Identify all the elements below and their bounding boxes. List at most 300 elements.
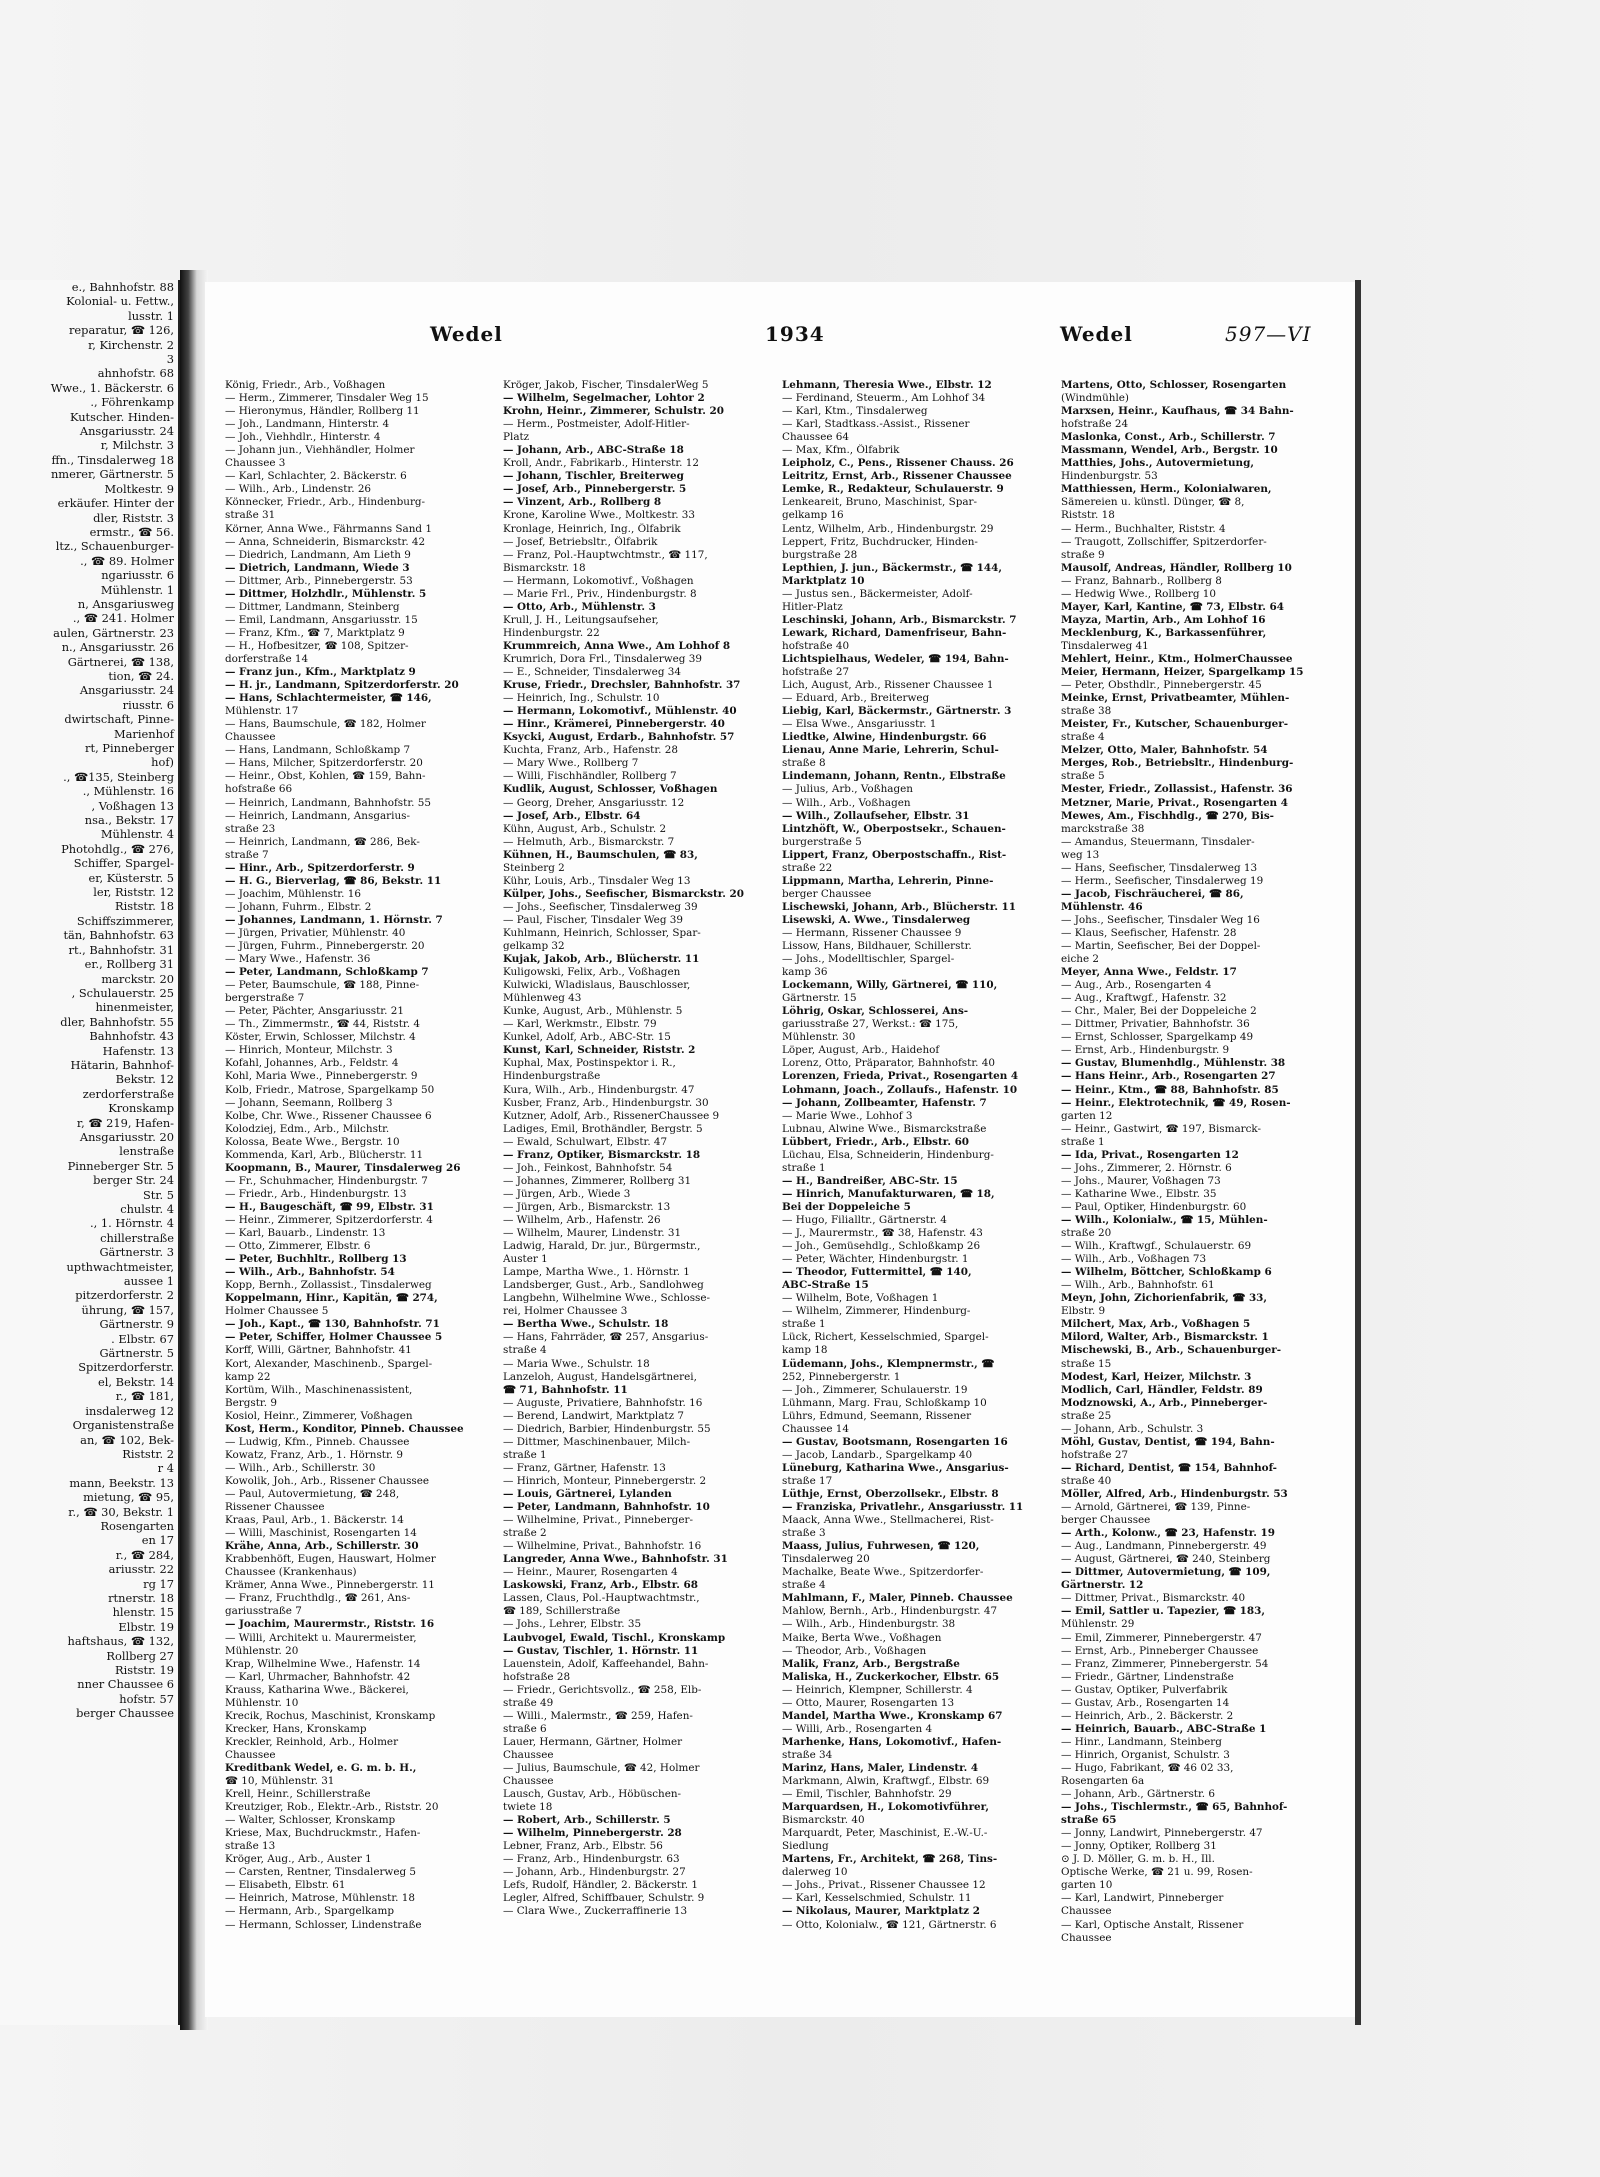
directory-entry: — Peter, Schiffer, Holmer Chaussee 5 <box>225 1331 443 1344</box>
directory-entry: — Johannes, Zimmerer, Rollberg 31 <box>503 1174 692 1187</box>
directory-entry: — Josef, Arb., Elbstr. 64 <box>503 809 641 822</box>
directory-entry: — Diedrich, Barbier, Hindenburgstr. 55 <box>503 1422 711 1435</box>
directory-page <box>205 282 1355 2017</box>
left-page-line: r 4 <box>157 1461 174 1476</box>
left-page-line: ., ☎ 89. Holmer <box>80 553 174 568</box>
directory-entry: hofstraße 66 <box>225 783 293 796</box>
left-page-line: Bekstr. 12 <box>115 1072 174 1087</box>
directory-entry: straße 4 <box>1061 731 1105 744</box>
left-page-line: pitzerdorferstr. 2 <box>75 1288 174 1303</box>
directory-entry: Chaussee <box>503 1748 554 1761</box>
directory-entry: Elbstr. 9 <box>1061 1305 1106 1318</box>
directory-entry: hofstraße 27 <box>782 666 850 679</box>
left-page-line: r., ☎ 181, <box>115 1389 174 1404</box>
directory-entry: — Wilhelm, Bote, Voßhagen 1 <box>782 1292 939 1305</box>
directory-entry: ☎ 189, Schillerstraße <box>503 1605 621 1618</box>
directory-entry: Krämer, Anna Wwe., Pinnebergerstr. 11 <box>225 1579 435 1592</box>
left-page-line: Ansgariusstr. 24 <box>79 683 174 698</box>
directory-entry: Lenkeareit, Bruno, Maschinist, Spar- <box>782 496 978 509</box>
left-page-line: Kolonial- u. Fettw., <box>66 294 174 309</box>
directory-entry: Lewark, Richard, Damenfriseur, Bahn- <box>782 626 1007 639</box>
directory-entry: Mahlmann, F., Maler, Pinneb. Chaussee <box>782 1592 1013 1605</box>
directory-entry: — Wilhelm, Zimmerer, Hindenburg- <box>782 1305 971 1318</box>
directory-entry: — Wilh., Arb., Bahnhofstr. 54 <box>225 1266 395 1279</box>
directory-entry: — Karl, Kesselschmied, Schulstr. 11 <box>782 1892 972 1905</box>
directory-entry: — Hinr., Arb., Spitzerdorferstr. 9 <box>225 861 415 874</box>
left-page-line: tion, ☎ 24. <box>108 668 174 683</box>
directory-entry: Chaussee <box>503 1775 554 1788</box>
directory-entry: Mühlenstr. 17 <box>225 705 299 718</box>
directory-entry: Kreutziger, Rob., Elektr.-Arb., Riststr. 20 <box>225 1801 439 1814</box>
directory-entry: — Johann, Arb., Hindenburgstr. 27 <box>503 1866 686 1879</box>
directory-entry: Kura, Wilh., Arb., Hindenburgstr. 47 <box>503 1083 695 1096</box>
directory-entry: Marhenke, Hans, Lokomotivf., Hafen- <box>782 1735 1002 1748</box>
directory-entry: Martens, Fr., Architekt, ☎ 268, Tins- <box>782 1853 998 1866</box>
directory-entry: — Herm., Postmeister, Adolf-Hitler- <box>503 418 690 431</box>
directory-entry: Meyer, Anna Wwe., Feldstr. 17 <box>1061 966 1237 979</box>
directory-entry: — Joh., Kapt., ☎ 130, Bahnhofstr. 71 <box>225 1318 440 1331</box>
left-page-line: ., ☎ 241. Holmer <box>72 611 174 626</box>
directory-entry: Metzner, Marie, Privat., Rosengarten 4 <box>1061 796 1288 809</box>
directory-entry: Kudlik, August, Schlosser, Voßhagen <box>503 783 718 796</box>
directory-entry: Chaussee 64 <box>782 431 850 444</box>
directory-entry: Bei der Doppeleiche 5 <box>782 1200 911 1213</box>
directory-entry: — Elsa Wwe., Ansgariusstr. 1 <box>782 718 937 731</box>
directory-column-4 <box>1061 379 1333 1999</box>
directory-entry: Laskowski, Franz, Arb., Elbstr. 68 <box>503 1579 698 1592</box>
directory-entry: — Johannes, Landmann, 1. Hörnstr. 7 <box>225 913 443 926</box>
directory-entry: König, Friedr., Arb., Voßhagen <box>225 379 386 391</box>
left-page-line: hof) <box>151 755 174 770</box>
directory-entry: — Otto, Arb., Mühlenstr. 3 <box>503 600 656 613</box>
directory-entry: Möhl, Gustav, Dentist, ☎ 194, Bahn- <box>1061 1435 1275 1448</box>
directory-entry: Lübbert, Friedr., Arb., Elbstr. 60 <box>782 1135 970 1148</box>
directory-entry: Krone, Karoline Wwe., Moltkestr. 33 <box>503 509 696 522</box>
directory-entry: — Th., Zimmermstr., ☎ 44, Riststr. 4 <box>225 1018 420 1031</box>
directory-entry: Kröger, Aug., Arb., Auster 1 <box>225 1853 372 1866</box>
directory-entry: Maike, Berta Wwe., Voßhagen <box>782 1631 942 1644</box>
directory-entry: — Hinrich, Manufakturwaren, ☎ 18, <box>782 1187 995 1200</box>
directory-entry: — Peter, Obsthdlr., Pinnebergerstr. 45 <box>1061 679 1262 692</box>
directory-entry: — Jürgen, Arb., Bismarckstr. 13 <box>503 1200 671 1213</box>
directory-entry: straße 49 <box>503 1696 554 1709</box>
left-page-line: nsa., Bekstr. 17 <box>84 813 174 828</box>
directory-entry: — Johs., Lehrer, Elbstr. 35 <box>503 1618 642 1631</box>
directory-entry: Lepthien, J. jun., Bäckermstr., ☎ 144, <box>782 561 1002 574</box>
directory-entry: — Ernst, Arb., Pinneberger Chaussee <box>1061 1644 1259 1657</box>
directory-entry: — H. G., Bierverlag, ☎ 86, Bekstr. 11 <box>225 874 442 887</box>
directory-entry: Lausch, Gustav, Arb., Höbüschen- <box>503 1788 682 1801</box>
left-page-line: Gärtnerstr. 3 <box>99 1245 174 1260</box>
directory-entry: — Hermann, Lokomotivf., Voßhagen <box>503 574 694 587</box>
left-page-line: marckstr. 20 <box>101 971 174 986</box>
directory-entry: — Johs., Privat., Rissener Chaussee 12 <box>782 1879 986 1892</box>
directory-entry: Marinz, Hans, Maler, Lindenstr. 4 <box>782 1761 979 1774</box>
directory-entry: — Johann, Arb., Schulstr. 3 <box>1061 1422 1204 1435</box>
directory-entry: Kowolik, Joh., Arb., Rissener Chaussee <box>225 1474 430 1487</box>
directory-entry: — Gustav, Arb., Rosengarten 14 <box>1061 1696 1230 1709</box>
directory-entry: — Mary Wwe., Rollberg 7 <box>503 757 639 770</box>
directory-entry: — Joh., Feinkost, Bahnhofstr. 54 <box>503 1161 673 1174</box>
directory-entry: Chaussee <box>225 731 276 744</box>
directory-entry: — Johs., Seefischer, Tinsdaler Weg 16 <box>1061 913 1260 926</box>
directory-entry: Gärtnerstr. 12 <box>1061 1579 1144 1592</box>
left-page-line: dwirtschaft, Pinne- <box>64 712 174 727</box>
directory-entry: Chaussee (Krankenhaus) <box>225 1566 357 1579</box>
directory-entry: Könnecker, Friedr., Arb., Hindenburg- <box>225 496 426 509</box>
directory-entry: Mester, Friedr., Zollassist., Hafenstr. 36 <box>1061 783 1293 796</box>
directory-entry: — Karl, Bauarb., Lindenstr. 13 <box>225 1227 386 1240</box>
directory-entry: — Aug., Landmann, Pinnebergerstr. 49 <box>1061 1540 1267 1553</box>
directory-entry: — Heinrich, Ing., Schulstr. 10 <box>503 692 660 705</box>
left-page-line: Elbstr. 19 <box>118 1619 174 1634</box>
left-page-fragment <box>0 280 180 2025</box>
directory-entry: — Wilh., Arb., Schillerstr. 30 <box>225 1461 376 1474</box>
directory-entry: hofstraße 40 <box>782 639 850 652</box>
directory-entry: berger Chaussee <box>782 887 872 900</box>
directory-entry: Lich, August, Arb., Rissener Chaussee 1 <box>782 679 994 692</box>
left-page-line: Kutscher. Hinden- <box>69 409 174 424</box>
left-page-line: riusstr. 6 <box>122 697 174 712</box>
directory-entry: Platz <box>503 431 530 444</box>
directory-entry: — Jürgen, Fuhrm., Pinnebergerstr. 20 <box>225 940 425 953</box>
directory-entry: — Julius, Arb., Voßhagen <box>782 783 913 796</box>
directory-entry: — Emil, Tischler, Bahnhofstr. 29 <box>782 1788 952 1801</box>
left-page-line: ., 1. Hörnstr. 4 <box>89 1216 174 1231</box>
directory-entry: — Arth., Kolonw., ☎ 23, Hafenstr. 19 <box>1061 1527 1275 1540</box>
left-page-line: Ansgariusstr. 24 <box>79 424 174 439</box>
directory-entry: Lockemann, Willy, Gärtnerei, ☎ 110, <box>782 979 998 992</box>
directory-entry: Kolodziej, Edm., Arb., Milchstr. <box>225 1122 390 1135</box>
left-page-line: ngariusstr. 6 <box>101 568 174 583</box>
left-page-line: dler, Bahnhofstr. 55 <box>60 1014 174 1029</box>
directory-entry: — Amandus, Steuermann, Tinsdaler- <box>1061 835 1255 848</box>
left-page-line: rg 17 <box>143 1576 174 1591</box>
directory-entry: Kühnen, H., Baumschulen, ☎ 83, <box>503 848 698 861</box>
left-page-line: ., ☎135, Steinberg <box>63 769 174 784</box>
directory-entry: — Karl, Werkmstr., Elbstr. 79 <box>503 1018 657 1031</box>
directory-entry: gelkamp 32 <box>503 940 565 953</box>
directory-entry: — Martin, Seefischer, Bei der Doppel- <box>1061 940 1261 953</box>
left-page-line: hlenstr. 15 <box>112 1605 174 1620</box>
directory-entry: Hindenburgstr. 53 <box>1061 470 1158 483</box>
directory-entry: Kulwicki, Wladislaus, Bauschlosser, <box>503 979 691 992</box>
left-page-line: Gärtnerei, ☎ 138, <box>67 654 174 669</box>
directory-entry: — Wilh., Arb., Hindenburgstr. 38 <box>782 1618 956 1631</box>
directory-entry: — Karl, Ktm., Tinsdalerweg <box>782 405 928 418</box>
directory-entry: — Hans, Schlachtermeister, ☎ 146, <box>225 692 432 705</box>
directory-entry: — Marie Wwe., Lohhof 3 <box>782 1109 913 1122</box>
directory-entry: Kutzner, Adolf, Arb., RissenerChaussee 9 <box>503 1109 720 1122</box>
page-edge-shadow <box>1355 280 1361 2025</box>
directory-entry: Krabbenhöft, Eugen, Hauswart, Holmer <box>225 1553 436 1566</box>
left-page-line: en 17 <box>141 1533 174 1548</box>
directory-column-1 <box>225 379 497 1999</box>
directory-entry: — Franz, Fruchthdlg., ☎ 261, Ans- <box>225 1592 411 1605</box>
directory-entry: Korff, Willi, Gärtner, Bahnhofstr. 41 <box>225 1344 412 1357</box>
directory-entry: Modlich, Carl, Händler, Feldstr. 89 <box>1061 1383 1263 1396</box>
directory-entry: Rosengarten 6a <box>1061 1775 1145 1788</box>
directory-entry: straße 1 <box>1061 1135 1105 1148</box>
directory-entry: Kunkel, Adolf, Arb., ABC-Str. 15 <box>503 1031 671 1044</box>
directory-entry: ABC-Straße 15 <box>782 1279 869 1292</box>
directory-entry: — Wilhelmine, Privat., Pinneberger- <box>503 1514 693 1527</box>
directory-entry: Bismarckstr. 18 <box>503 561 586 574</box>
directory-entry: Lienau, Anne Marie, Lehrerin, Schul- <box>782 744 999 757</box>
directory-entry: Kost, Herm., Konditor, Pinneb. Chaussee <box>225 1422 464 1435</box>
directory-entry: Hindenburgstraße <box>503 1070 601 1083</box>
left-page-line: chillerstraße <box>100 1230 174 1245</box>
directory-entry: — Justus sen., Bäckermeister, Adolf- <box>782 587 973 600</box>
directory-entry: Kosiol, Heinr., Zimmerer, Voßhagen <box>225 1409 413 1422</box>
left-page-line: r, ☎ 219, Hafen- <box>76 1115 174 1130</box>
directory-entry: Krell, Heinr., Schillerstraße <box>225 1788 371 1801</box>
directory-entry: Lanzeloh, August, Handelsgärtnerei, <box>503 1370 697 1383</box>
directory-entry: Kolb, Friedr., Matrose, Spargelkamp 50 <box>225 1083 435 1096</box>
directory-entry: ⊙ J. D. Möller, G. m. b. H., Ill. <box>1061 1853 1215 1866</box>
directory-entry: — Karl, Uhrmacher, Bahnhofstr. 42 <box>225 1670 411 1683</box>
left-page-line: rtnerstr. 18 <box>108 1590 174 1605</box>
directory-entry: — Herm., Zimmerer, Tinsdaler Weg 15 <box>225 392 429 405</box>
left-page-line: er., Rollberg 31 <box>84 957 174 972</box>
directory-entry: marckstraße 38 <box>1061 822 1145 835</box>
left-page-line: Ansgariusstr. 20 <box>79 1129 174 1144</box>
directory-entry: — Paul, Autovermietung, ☎ 248, <box>225 1487 400 1500</box>
directory-entry: — Franz, Arb., Hindenburgstr. 63 <box>503 1853 680 1866</box>
directory-entry: — Johann, Fuhrm., Elbstr. 2 <box>225 900 372 913</box>
directory-entry: — Wilhelm, Segelmacher, Lohtor 2 <box>503 392 705 405</box>
directory-entry: Liedtke, Alwine, Hindenburgstr. 66 <box>782 731 987 744</box>
left-page-line: el, Bekstr. 14 <box>98 1374 174 1389</box>
directory-entry: Milchert, Max, Arb., Voßhagen 5 <box>1061 1318 1251 1331</box>
directory-entry: — Johann, Tischler, Breiterweg <box>503 470 684 483</box>
left-page-line: nner Chaussee 6 <box>77 1677 174 1692</box>
directory-entry: — Hinr., Landmann, Steinberg <box>1061 1735 1222 1748</box>
directory-entry: — Wilh., Zollaufseher, Elbstr. 31 <box>782 809 970 822</box>
directory-entry: — Wilhelm, Böttcher, Schloßkamp 6 <box>1061 1266 1272 1279</box>
directory-entry: eiche 2 <box>1061 953 1100 966</box>
left-page-line: ahnhofstr. 68 <box>97 366 174 381</box>
left-page-line: an, ☎ 102, Bek- <box>80 1432 174 1447</box>
directory-entry: — Johann jun., Viehhändler, Holmer <box>225 444 415 457</box>
directory-entry: — Karl, Landwirt, Pinneberger <box>1061 1892 1224 1905</box>
directory-entry: — Jonny, Optiker, Rollberg 31 <box>1061 1840 1217 1853</box>
directory-entry: — Hans, Seefischer, Tinsdalerweg 13 <box>1061 861 1258 874</box>
directory-entry: — Klaus, Seefischer, Hafenstr. 28 <box>1061 926 1237 939</box>
directory-entry: Optische Werke, ☎ 21 u. 99, Rosen- <box>1061 1866 1253 1879</box>
directory-entry: Kommenda, Karl, Arb., Blücherstr. 11 <box>225 1148 424 1161</box>
directory-entry: 252, Pinnebergerstr. 1 <box>782 1370 901 1383</box>
left-page-line: ltz., Schauenburger- <box>55 539 174 554</box>
directory-entry: Melzer, Otto, Maler, Bahnhofstr. 54 <box>1061 744 1268 757</box>
directory-entry: Lemke, R., Redakteur, Schulauerstr. 9 <box>782 483 1004 496</box>
directory-entry: — Peter, Baumschule, ☎ 188, Pinne- <box>225 979 420 992</box>
left-page-line: r., ☎ 284, <box>115 1547 174 1562</box>
directory-entry: — Peter, Landmann, Bahnhofstr. 10 <box>503 1501 710 1514</box>
directory-entry: Mahlow, Bernh., Arb., Hindenburgstr. 47 <box>782 1605 998 1618</box>
directory-entry: — Dittmer, Maschinenbauer, Milch- <box>503 1435 691 1448</box>
directory-entry: bergerstraße 7 <box>225 992 305 1005</box>
directory-entry: — Franziska, Privatlehr., Ansgariusstr. 11 <box>782 1501 1024 1514</box>
directory-entry: Löhrig, Oskar, Schlosserei, Ans- <box>782 1005 969 1018</box>
directory-entry: — Franz, Kfm., ☎ 7, Marktplatz 9 <box>225 626 405 639</box>
directory-entry: — Josef, Arb., Pinnebergerstr. 5 <box>503 483 687 496</box>
directory-entry: dorferstraße 14 <box>225 652 309 665</box>
directory-entry: — Gustav, Blumenhdlg., Mühlenstr. 38 <box>1061 1057 1286 1070</box>
directory-entry: straße 13 <box>225 1840 276 1853</box>
directory-entry: — Franz jun., Kfm., Marktplatz 9 <box>225 666 416 679</box>
directory-entry: Lindemann, Johann, Rentn., Elbstraße <box>782 770 1006 783</box>
directory-entry: — Diedrich, Landmann, Am Lieth 9 <box>225 548 411 561</box>
directory-entry: Lisewski, A. Wwe., Tinsdalerweg <box>782 913 971 926</box>
directory-entry: — Willi, Maschinist, Rosengarten 14 <box>225 1527 417 1540</box>
directory-entry: straße 1 <box>782 1318 826 1331</box>
directory-entry: straße 23 <box>225 822 276 835</box>
directory-entry: — Johann, Seemann, Rollberg 3 <box>225 1096 393 1109</box>
directory-entry: Krummreich, Anna Wwe., Am Lohhof 8 <box>503 639 731 652</box>
directory-entry: — Otto, Zimmerer, Elbstr. 6 <box>225 1240 371 1253</box>
left-page-line: Marienhof <box>113 726 174 741</box>
directory-entry: Chaussee 3 <box>225 457 286 470</box>
directory-entry: straße 15 <box>1061 1357 1112 1370</box>
directory-entry: Krecker, Hans, Kronskamp <box>225 1722 367 1735</box>
directory-entry: — Otto, Maurer, Rosengarten 13 <box>782 1696 955 1709</box>
directory-entry: — Heinrich, Klempner, Schillerstr. 4 <box>782 1683 973 1696</box>
directory-entry: Legler, Alfred, Schiffbauer, Schulstr. 9 <box>503 1892 705 1905</box>
directory-entry: straße 6 <box>503 1722 547 1735</box>
directory-entry: straße 65 <box>1061 1814 1117 1827</box>
left-page-line: r, Milchstr. 3 <box>100 438 174 453</box>
directory-entry: gelkamp 16 <box>782 509 844 522</box>
directory-entry: — Heinr., Maurer, Rosengarten 4 <box>503 1566 678 1579</box>
directory-entry: straße 2 <box>503 1527 547 1540</box>
directory-entry: Mandel, Martha Wwe., Kronskamp 67 <box>782 1709 1003 1722</box>
left-page-line: Rollberg 27 <box>106 1648 174 1663</box>
directory-entry: — Jürgen, Arb., Wiede 3 <box>503 1187 631 1200</box>
directory-entry: Krecik, Rochus, Maschinist, Kronskamp <box>225 1709 436 1722</box>
directory-entry: Löper, August, Arb., Haidehof <box>782 1044 940 1057</box>
directory-entry: — Joh., Zimmerer, Schulauerstr. 19 <box>782 1383 968 1396</box>
directory-entry: — Hermann, Arb., Spargelkamp <box>225 1905 394 1918</box>
directory-entry: straße 22 <box>782 861 833 874</box>
directory-entry: — Arnold, Gärtnerei, ☎ 139, Pinne- <box>1061 1501 1251 1514</box>
left-page-line: Riststr. 19 <box>115 1663 174 1677</box>
directory-entry: Lippert, Franz, Oberpostschaffn., Rist- <box>782 848 1007 861</box>
left-page-line: , Voßhagen 13 <box>91 798 174 813</box>
directory-entry: — Auguste, Privatiere, Bahnhofstr. 16 <box>503 1396 703 1409</box>
directory-entry: Tinsdalerweg 41 <box>1061 639 1149 652</box>
left-page-line: Hafenstr. 13 <box>102 1043 174 1058</box>
directory-entry: straße 1 <box>782 1161 826 1174</box>
directory-entry: Riststr. 18 <box>1061 509 1115 522</box>
left-page-line: Moltkestr. 9 <box>104 481 174 496</box>
directory-entry: Kolossa, Beate Wwe., Bergstr. 10 <box>225 1135 400 1148</box>
directory-entry: Lissow, Hans, Bildhauer, Schillerstr. <box>782 940 972 953</box>
left-page-line: Mühlenstr. 4 <box>100 827 174 842</box>
left-page-line: ariusstr. 22 <box>108 1562 174 1577</box>
left-page-line: ffn., Tinsdalerweg 18 <box>51 452 174 467</box>
directory-entry: Kunke, August, Arb., Mühlenstr. 5 <box>503 1005 683 1018</box>
page-number: 597—VI <box>1225 322 1312 346</box>
directory-entry: — Walter, Schlosser, Kronskamp <box>225 1814 396 1827</box>
directory-entry: — E., Schneider, Tinsdalerweg 34 <box>503 666 681 679</box>
directory-entry: — Willi., Malermstr., ☎ 259, Hafen- <box>503 1709 693 1722</box>
directory-entry: — Joh., Gemüsehdlg., Schloßkamp 26 <box>782 1240 981 1253</box>
directory-entry: straße 17 <box>782 1474 833 1487</box>
directory-entry: — Ida, Privat., Rosengarten 12 <box>1061 1148 1239 1161</box>
directory-entry: Lischewski, Johann, Arb., Blücherstr. 11 <box>782 900 1017 913</box>
directory-entry: — Ewald, Schulwart, Elbstr. 47 <box>503 1135 668 1148</box>
left-page-line: r., ☎ 30, Bekstr. 1 <box>68 1504 174 1519</box>
directory-entry: Lubnau, Alwine Wwe., Bismarckstraße <box>782 1122 987 1135</box>
directory-entry: Marquardt, Peter, Maschinist, E.-W.-U.- <box>782 1827 988 1840</box>
directory-entry: Ksycki, August, Erdarb., Bahnhofstr. 57 <box>503 731 735 744</box>
directory-entry: straße 9 <box>1061 548 1105 561</box>
directory-entry: — Marie Frl., Priv., Hindenburgstr. 8 <box>503 587 697 600</box>
directory-entry: Kriese, Max, Buchdruckmstr., Hafen- <box>225 1827 421 1840</box>
directory-entry: Kroll, Andr., Fabrikarb., Hinterstr. 12 <box>503 457 700 470</box>
directory-entry: — Helmuth, Arb., Bismarckstr. 7 <box>503 835 675 848</box>
left-page-line: Bahnhofstr. 43 <box>89 1029 174 1044</box>
directory-entry: hofstraße 27 <box>1061 1448 1129 1461</box>
directory-entry: — Johann, Zollbeamter, Hafenstr. 7 <box>782 1096 987 1109</box>
left-page-line: lusstr. 1 <box>128 308 174 323</box>
directory-entry: berger Chaussee <box>1061 1514 1151 1527</box>
directory-entry: — Herm., Buchhalter, Riststr. 4 <box>1061 522 1226 535</box>
directory-entry: Kröger, Jakob, Fischer, TinsdalerWeg 5 <box>503 379 709 391</box>
directory-entry: — Heinrich, Landmann, ☎ 286, Bek- <box>225 835 420 848</box>
directory-entry: — Peter, Buchhltr., Rollberg 13 <box>225 1253 407 1266</box>
left-page-line: mann, Beekstr. 13 <box>69 1475 174 1490</box>
directory-entry: — H., Hofbesitzer, ☎ 108, Spitzer- <box>225 639 409 652</box>
directory-entry: straße 40 <box>1061 1474 1112 1487</box>
directory-entry: rei, Holmer Chaussee 3 <box>503 1305 628 1318</box>
directory-entry: — Heinr., Obst, Kohlen, ☎ 159, Bahn- <box>225 770 426 783</box>
directory-entry: Siedlung <box>782 1840 829 1853</box>
book-gutter <box>180 270 208 2030</box>
directory-entry: — Willi, Arb., Rosengarten 4 <box>782 1722 933 1735</box>
left-page-line: er, Küsterstr. 5 <box>88 870 174 885</box>
directory-entry: — Ludwig, Kfm., Pinneb. Chaussee <box>225 1435 410 1448</box>
directory-entry: (Windmühle) <box>1061 392 1129 405</box>
left-page-line: dler, Riststr. 3 <box>93 510 174 525</box>
directory-entry: Ladiges, Emil, Brothändler, Bergstr. 5 <box>503 1122 703 1135</box>
directory-entry: — Hinrich, Monteur, Milchstr. 3 <box>225 1044 393 1057</box>
directory-entry: dalerweg 10 <box>782 1866 848 1879</box>
directory-entry: — Emil, Sattler u. Tapezier, ☎ 183, <box>1061 1605 1265 1618</box>
directory-entry: Koopmann, B., Maurer, Tinsdalerweg 26 <box>225 1161 461 1174</box>
directory-entry: — Dittmer, Privatier, Bahnhofstr. 36 <box>1061 1018 1250 1031</box>
directory-entry: Kruse, Friedr., Drechsler, Bahnhofstr. 37 <box>503 679 741 692</box>
left-page-line: berger Str. 24 <box>93 1173 174 1188</box>
directory-entry: Meinke, Ernst, Privatbeamter, Mühlen- <box>1061 692 1290 705</box>
directory-entry: — Bertha Wwe., Schulstr. 18 <box>503 1318 669 1331</box>
directory-entry: Ladwig, Harald, Dr. jur., Bürgermstr., <box>503 1240 701 1253</box>
directory-entry: — Josef, Betriebsltr., Ölfabrik <box>503 535 658 548</box>
left-page-line: chulstr. 4 <box>120 1202 174 1216</box>
directory-entry: — Gustav, Bootsmann, Rosengarten 16 <box>782 1435 1008 1448</box>
directory-entry: Modznowski, A., Arb., Pinneberger- <box>1061 1396 1268 1409</box>
directory-entry: Rissener Chaussee <box>225 1501 325 1514</box>
directory-entry: — Ferdinand, Steuerm., Am Lohhof 34 <box>782 392 986 405</box>
left-page-line: ., Mühlenstr. 16 <box>82 784 174 799</box>
directory-entry: — Joh., Viehhdlr., Hinterstr. 4 <box>225 431 381 444</box>
directory-entry: — Emil, Zimmerer, Pinnebergerstr. 47 <box>1061 1631 1262 1644</box>
directory-entry: Kronlage, Heinrich, Ing., Ölfabrik <box>503 522 681 535</box>
directory-entry: — Max, Kfm., Ölfabrik <box>782 444 900 457</box>
left-page-line: mietung, ☎ 95, <box>83 1490 174 1505</box>
directory-entry: Krap, Wilhelmine Wwe., Hafenstr. 14 <box>225 1657 421 1670</box>
